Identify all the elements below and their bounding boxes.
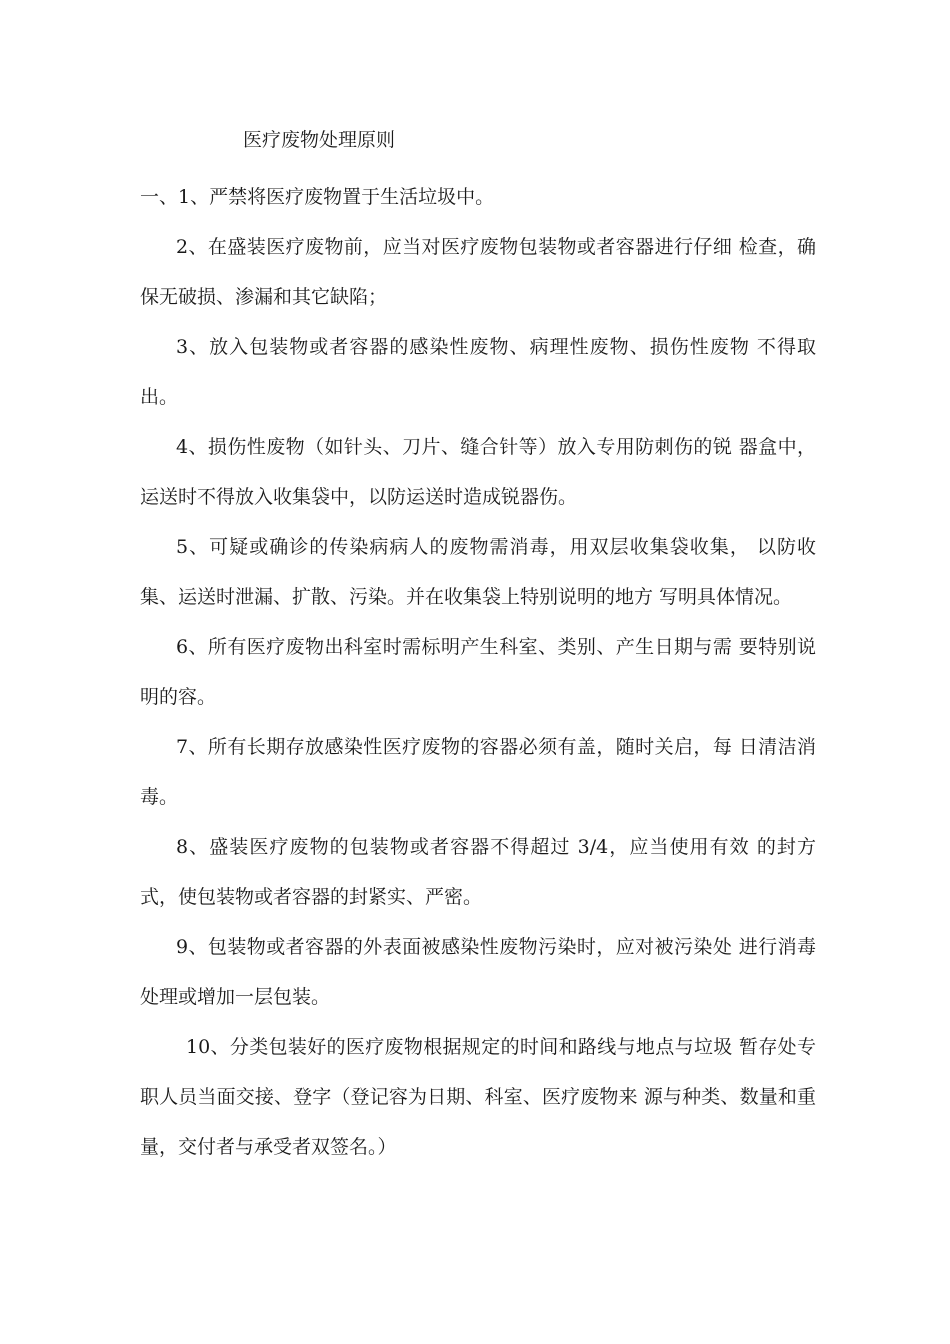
paragraph-9: 9、包装物或者容器的外表面被感染性废物污染时，应对被污染处 进行消毒处理或增加一层包装。: [140, 936, 816, 1008]
document-title: 医疗废物处理原则: [243, 129, 396, 151]
paragraph-4: 4、损伤性废物（如针头、刀片、缝合针等）放入专用防刺伤的锐 器盒中，运送时不得放入收集袋中，以防运送时造成锐器伤。: [140, 436, 816, 508]
paragraph-8: 8、盛装医疗废物的包装物或者容器不得超过 3/4，应当使用有效 的封方式，使包装物或者容器的封紧实、严密。: [140, 836, 816, 908]
paragraph-1: 一、1、严禁将医疗废物置于生活垃圾中。: [140, 186, 495, 208]
paragraph-3: 3、放入包装物或者容器的感染性废物、病理性废物、损伤性废物 不得取出。: [140, 336, 816, 408]
paragraph-10: 10、分类包装好的医疗废物根据规定的时间和路线与地点与垃圾 暂存处专职人员当面交接、登字（登记容为日期、科室、医疗废物来 源与种类、数量和重量，交付者与承受者双签名。）: [140, 1036, 816, 1158]
document-body: [140, 172, 816, 1172]
paragraph-5: 5、可疑或确诊的传染病病人的废物需消毒，用双层收集袋收集， 以防收集、运送时泄漏、扩散、污染。并在收集袋上特别说明的地方 写明具体情况。: [140, 536, 816, 608]
paragraph-2: 2、在盛装医疗废物前，应当对医疗废物包装物或者容器进行仔细 检查，确保无破损、渗漏和其它缺陷；: [140, 236, 816, 308]
paragraph-6: 6、所有医疗废物出科室时需标明产生科室、类别、产生日期与需 要特别说明的容。: [140, 636, 816, 708]
paragraph-7: 7、所有长期存放感染性医疗废物的容器必须有盖，随时关启，每 日清洁消毒。: [140, 736, 816, 808]
